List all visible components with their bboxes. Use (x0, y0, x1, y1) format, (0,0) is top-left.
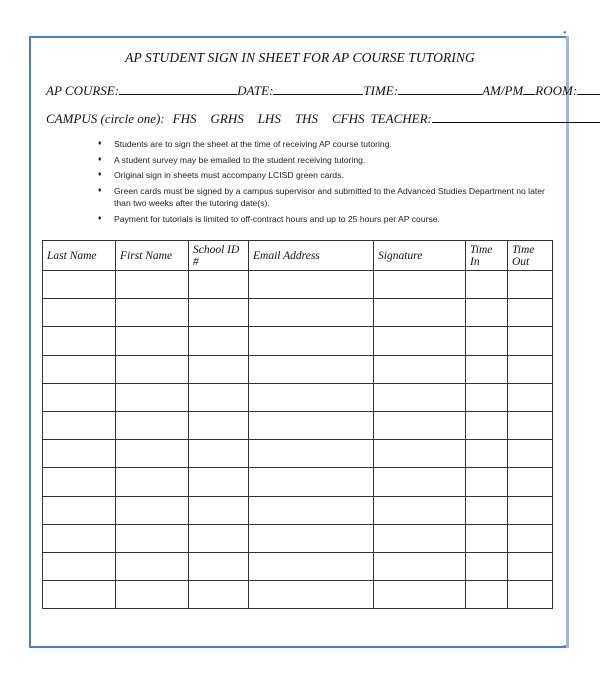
table-cell[interactable] (249, 299, 374, 327)
table-cell[interactable] (374, 271, 466, 299)
table-cell[interactable] (374, 552, 466, 580)
table-cell[interactable] (43, 299, 116, 327)
table-cell[interactable] (374, 524, 466, 552)
campus-option-fhs[interactable]: FHS (172, 111, 197, 126)
column-header-time-out: Time Out (508, 241, 553, 271)
table-cell[interactable] (189, 496, 249, 524)
table-cell[interactable] (116, 468, 189, 496)
column-header-first-name: First Name (116, 241, 189, 271)
ampm-label: AM/PM (482, 83, 524, 98)
table-cell[interactable] (466, 468, 508, 496)
table-row (43, 355, 553, 383)
instruction-item: ♦ A student survey may be emailed to the student receiving tutoring. (98, 154, 558, 167)
table-cell[interactable] (249, 496, 374, 524)
table-cell[interactable] (116, 355, 189, 383)
course-info-row (46, 82, 600, 99)
table-cell[interactable] (249, 524, 374, 552)
table-cell[interactable] (249, 581, 374, 609)
table-cell[interactable] (374, 581, 466, 609)
table-cell[interactable] (116, 524, 189, 552)
table-cell[interactable] (43, 581, 116, 609)
campus-label: CAMPUS (circle one): (46, 111, 165, 126)
table-row (43, 552, 553, 580)
table-cell[interactable] (466, 383, 508, 411)
table-row (43, 411, 553, 439)
sign-in-table (42, 240, 553, 609)
table-cell[interactable] (508, 524, 553, 552)
table-cell[interactable] (508, 299, 553, 327)
table-cell[interactable] (508, 327, 553, 355)
table-cell[interactable] (466, 411, 508, 439)
table-body (43, 271, 553, 609)
ap-course-label: AP COURSE: (46, 83, 120, 98)
table-cell[interactable] (116, 440, 189, 468)
room-label: ROOM: (535, 83, 578, 98)
ampm-field[interactable] (523, 82, 535, 95)
table-cell[interactable] (508, 383, 553, 411)
table-row (43, 440, 553, 468)
table-row (43, 383, 553, 411)
campus-option-cfhs[interactable]: CFHS (331, 111, 365, 126)
table-cell[interactable] (374, 327, 466, 355)
table-cell[interactable] (508, 271, 553, 299)
table-cell[interactable] (466, 355, 508, 383)
instruction-item: ♦ Students are to sign the sheet at the time of receiving AP course tutoring. (98, 138, 558, 151)
table-cell[interactable] (189, 524, 249, 552)
table-cell[interactable] (466, 327, 508, 355)
table-cell[interactable] (116, 496, 189, 524)
page-border-shadow (566, 36, 569, 648)
table-cell[interactable] (508, 468, 553, 496)
table-cell[interactable] (43, 440, 116, 468)
table-cell[interactable] (466, 271, 508, 299)
campus-option-lhs[interactable]: LHS (257, 111, 281, 126)
teacher-label: TEACHER: (370, 111, 432, 126)
table-cell[interactable] (189, 327, 249, 355)
table-cell[interactable] (249, 355, 374, 383)
table-row (43, 327, 553, 355)
table-cell[interactable] (43, 327, 116, 355)
table-cell[interactable] (116, 271, 189, 299)
table-cell[interactable] (508, 552, 553, 580)
instruction-item: ♦ Payment for tutorials is limited to off-contract hours and up to 25 hours per AP course. (98, 213, 558, 226)
table-cell[interactable] (249, 552, 374, 580)
table-cell[interactable] (466, 440, 508, 468)
teacher-field[interactable] (432, 110, 600, 123)
table-cell[interactable] (116, 411, 189, 439)
table-cell[interactable] (466, 581, 508, 609)
date-label: DATE: (237, 83, 274, 98)
campus-option-grhs[interactable]: GRHS (210, 111, 244, 126)
table-cell[interactable] (466, 524, 508, 552)
table-row (43, 271, 553, 299)
campus-info-row (46, 110, 600, 127)
table-cell[interactable] (374, 383, 466, 411)
table-cell[interactable] (43, 271, 116, 299)
table-cell[interactable] (43, 411, 116, 439)
table-row (43, 468, 553, 496)
table-cell[interactable] (466, 496, 508, 524)
table-cell[interactable] (508, 411, 553, 439)
table-cell[interactable] (116, 383, 189, 411)
table-cell[interactable] (189, 440, 249, 468)
table-cell[interactable] (249, 440, 374, 468)
table-cell[interactable] (508, 440, 553, 468)
table-cell[interactable] (189, 581, 249, 609)
table-cell[interactable] (43, 383, 116, 411)
column-header-time-in: Time In (466, 241, 508, 271)
table-row (43, 496, 553, 524)
table-row (43, 299, 553, 327)
page-title: AP STUDENT SIGN IN SHEET FOR AP COURSE TUTORING (125, 50, 475, 65)
table-cell[interactable] (116, 552, 189, 580)
table-cell[interactable] (249, 327, 374, 355)
table-cell[interactable] (189, 271, 249, 299)
instruction-item: ♦ Original sign in sheets must accompany LCISD green cards. (98, 169, 558, 182)
date-field[interactable] (273, 82, 363, 95)
table-cell[interactable] (249, 468, 374, 496)
column-header-signature: Signature (374, 241, 466, 271)
ap-course-field[interactable] (119, 82, 237, 95)
table-cell[interactable] (374, 355, 466, 383)
corner-mark-top: ● (563, 30, 567, 36)
table-cell[interactable] (189, 299, 249, 327)
table-cell[interactable] (43, 468, 116, 496)
table-row (43, 581, 553, 609)
table-row (43, 524, 553, 552)
table-cell[interactable] (189, 383, 249, 411)
table-cell[interactable] (374, 440, 466, 468)
table-cell[interactable] (508, 355, 553, 383)
table-cell[interactable] (249, 383, 374, 411)
table-cell[interactable] (189, 468, 249, 496)
time-label: TIME: (363, 83, 399, 98)
table-cell[interactable] (374, 496, 466, 524)
corner-mark-bottom: ● (563, 644, 567, 650)
table-cell[interactable] (374, 468, 466, 496)
table-cell[interactable] (43, 524, 116, 552)
table-cell[interactable] (116, 581, 189, 609)
table-cell[interactable] (43, 552, 116, 580)
table-cell[interactable] (249, 411, 374, 439)
table-header-row (43, 241, 553, 271)
table-cell[interactable] (249, 271, 374, 299)
table-cell[interactable] (189, 355, 249, 383)
table-cell[interactable] (374, 299, 466, 327)
table-cell[interactable] (374, 411, 466, 439)
room-field[interactable] (577, 82, 600, 95)
instruction-item: ♦ Green cards must be signed by a campus supervisor and submitted to the Advanced Studies Department no later than two weeks after the tutoring date(s). (98, 185, 558, 210)
table-cell[interactable] (508, 581, 553, 609)
table-cell[interactable] (508, 496, 553, 524)
table-cell[interactable] (43, 355, 116, 383)
table-cell[interactable] (189, 552, 249, 580)
column-header-email: Email Address (249, 241, 374, 271)
instructions-list (98, 138, 558, 228)
table-cell[interactable] (43, 496, 116, 524)
campus-option-ths[interactable]: THS (294, 111, 318, 126)
table-cell[interactable] (466, 552, 508, 580)
table-cell[interactable] (466, 299, 508, 327)
column-header-last-name: Last Name (43, 241, 116, 271)
table-cell[interactable] (116, 327, 189, 355)
table-cell[interactable] (189, 411, 249, 439)
column-header-school-id: School ID # (189, 241, 249, 271)
time-field[interactable] (398, 82, 482, 95)
table-cell[interactable] (116, 299, 189, 327)
